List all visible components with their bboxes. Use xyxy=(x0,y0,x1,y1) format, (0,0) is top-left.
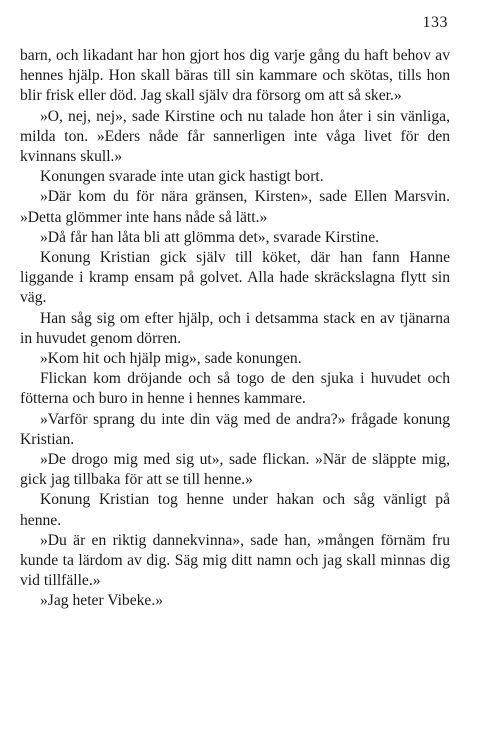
paragraph-3: Konungen svarade inte utan gick hastigt bort. xyxy=(40,168,324,186)
paragraph-11: »De drogo mig med sig ut», sade flickan. »När de släppte mig, gick jag tillbaka för att se till henne.» xyxy=(20,451,450,489)
body-text xyxy=(20,46,450,612)
paragraph-13: »Du är en riktig dannekvinna», sade han, »mången förnäm fru kunde ta lärdom av dig. Säg mig ditt namn och jag skall minnas dig vid tillfälle.» xyxy=(20,531,450,590)
paragraph-9: Flickan kom dröjande och så togo de den sjuka i huvudet och fötterna och buro in henne i hennes kammare. xyxy=(20,370,450,408)
paragraph-1: barn, och likadant har hon gjort hos dig varje gång du haft behov av hennes hjälp. Hon skall bäras till sin kammare och skötas, tills hon blir frisk eller död. Jag skall själv dra försorg om att så sker.» xyxy=(20,47,450,105)
paragraph-5: »Då får han låta bli att glömma det», svarade Kirstine. xyxy=(40,228,380,246)
paragraph-8: »Kom hit och hjälp mig», sade konungen. xyxy=(40,350,302,368)
paragraph-2: »O, nej, nej», sade Kirstine och nu talade hon åter i sin vänliga, milda ton. »Eders nåde får sannerligen inte våga livet för den kvinnans skull.» xyxy=(20,107,450,166)
page-number: 133 xyxy=(422,14,448,31)
paragraph-4: »Där kom du för nära gränsen, Kirsten», sade Ellen Marsvin. »Detta glömmer inte hans nåde så lätt.» xyxy=(20,188,450,226)
paragraph-7: Han såg sig om efter hjälp, och i detsamma stack en av tjänarna in huvudet genom dörren. xyxy=(20,309,450,347)
paragraph-14: »Jag heter Vibeke.» xyxy=(40,592,164,610)
paragraph-6: Konung Kristian gick själv till köket, där han fann Hanne liggande i kramp ensam på golvet. Alla hade skräckslagna flytt sin väg. xyxy=(20,249,450,307)
paragraph-10: »Varför sprang du inte din väg med de andra?» frågade konung Kristian. xyxy=(20,410,450,448)
paragraph-12: Konung Kristian tog henne under hakan och såg vänligt på henne. xyxy=(20,491,450,529)
